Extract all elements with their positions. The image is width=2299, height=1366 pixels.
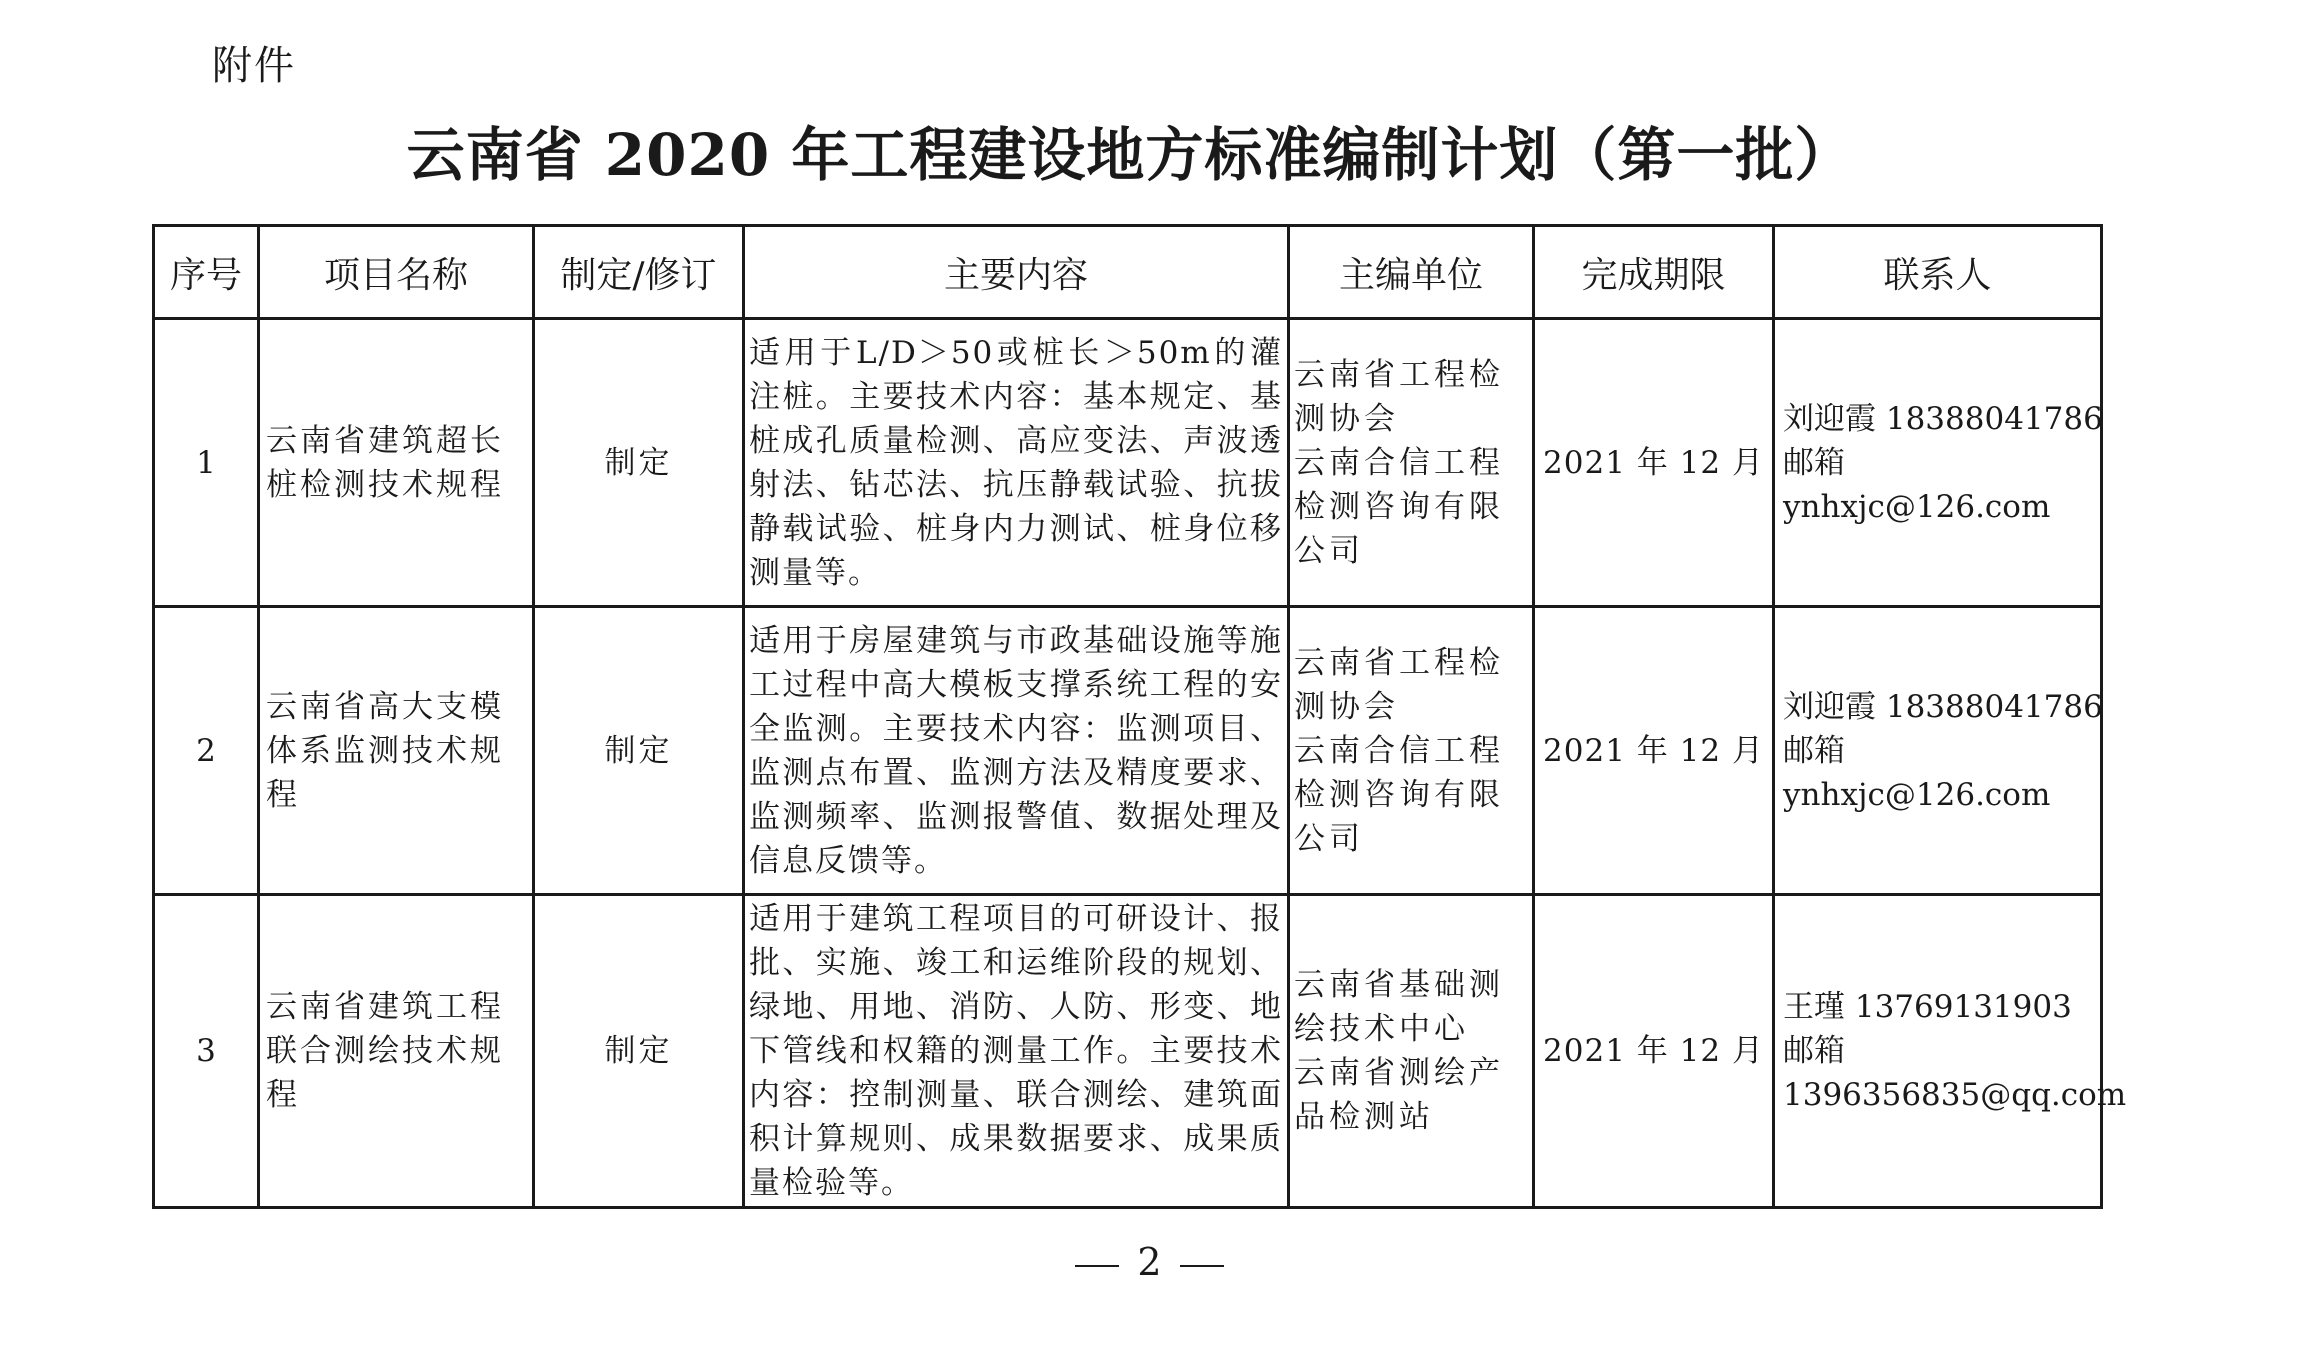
header-contact: 联系人 — [1774, 226, 2102, 319]
row-number: 1 — [154, 319, 259, 607]
main-content: 适用于L/D＞50或桩长＞50m的灌注桩。主要技术内容：基本规定、基桩成孔质量检测、高应变法、声波透射法、钻芯法、抗压静载试验、抗拔静载试验、桩身内力测试、桩身位移测量等。 — [744, 319, 1289, 607]
contact-email-label: 邮箱 — [1783, 444, 1845, 481]
org-line: 云南省测绘产品检测站 — [1294, 1055, 1504, 1135]
header-deadline: 完成期限 — [1534, 226, 1774, 319]
header-type: 制定/修订 — [534, 226, 744, 319]
row-number: 2 — [154, 607, 259, 895]
page-dash-left — [1075, 1265, 1119, 1267]
org-line: 云南省工程检测协会 — [1294, 644, 1504, 725]
attachment-label: 附件 — [212, 43, 296, 89]
contact-email-label: 邮箱 — [1783, 1033, 1845, 1069]
project-name: 云南省建筑工程联合测绘技术规程 — [259, 895, 534, 1208]
org-line: 云南省基础测绘技术中心 — [1294, 967, 1504, 1047]
revision-type: 制定 — [534, 607, 744, 895]
header-project-name: 项目名称 — [259, 226, 534, 319]
table-row — [154, 607, 2102, 895]
org-line: 云南省工程检测协会 — [1294, 356, 1504, 437]
deadline: 2021 年 12 月 — [1534, 319, 1774, 607]
contact-name-phone: 刘迎霞 18388041786 — [1783, 400, 2103, 437]
project-name: 云南省高大支模体系监测技术规程 — [259, 607, 534, 895]
standards-plan-table — [152, 224, 2127, 1209]
contact-person — [1774, 319, 2102, 607]
contact-person — [1774, 895, 2127, 1208]
deadline: 2021 年 12 月 — [1534, 895, 1774, 1208]
table-row — [154, 895, 2102, 1208]
project-name: 云南省建筑超长桩检测技术规程 — [259, 319, 534, 607]
revision-type: 制定 — [534, 319, 744, 607]
page-dash-right — [1180, 1265, 1224, 1267]
contact-person — [1774, 607, 2102, 895]
table-row — [154, 319, 2102, 607]
header-content: 主要内容 — [744, 226, 1289, 319]
contact-email: ynhxjc@126.com — [1783, 776, 2051, 813]
chief-editor-unit — [1289, 895, 1534, 1208]
page-number-value: 2 — [1137, 1240, 1162, 1284]
contact-email: ynhxjc@126.com — [1783, 488, 2051, 525]
document-title: 云南省 2020 年工程建设地方标准编制计划（第一批） — [406, 121, 1854, 189]
row-number: 3 — [154, 895, 259, 1208]
deadline: 2021 年 12 月 — [1534, 607, 1774, 895]
chief-editor-unit — [1289, 319, 1534, 607]
contact-email-label: 邮箱 — [1783, 732, 1845, 769]
contact-email: 1396356835@qq.com — [1783, 1077, 2127, 1113]
chief-editor-unit — [1289, 607, 1534, 895]
main-content: 适用于房屋建筑与市政基础设施等施工过程中高大模板支撑系统工程的安全监测。主要技术内容：监测项目、监测点布置、监测方法及精度要求、监测频率、监测报警值、数据处理及信息反馈等。 — [744, 607, 1289, 895]
org-line: 云南合信工程检测咨询有限公司 — [1294, 732, 1504, 857]
contact-name-phone: 刘迎霞 18388041786 — [1783, 688, 2103, 725]
page-number — [0, 1240, 2299, 1284]
org-line: 云南合信工程检测咨询有限公司 — [1294, 444, 1504, 569]
table-header-row — [154, 226, 2102, 319]
contact-name-phone: 王瑾 13769131903 — [1783, 989, 2072, 1025]
revision-type: 制定 — [534, 895, 744, 1208]
header-organization: 主编单位 — [1289, 226, 1534, 319]
header-no: 序号 — [154, 226, 259, 319]
main-content: 适用于建筑工程项目的可研设计、报批、实施、竣工和运维阶段的规划、绿地、用地、消防、人防、形变、地下管线和权籍的测量工作。主要技术内容：控制测量、联合测绘、建筑面积计算规则、成果数据要求、成果质量检验等。 — [744, 895, 1289, 1208]
